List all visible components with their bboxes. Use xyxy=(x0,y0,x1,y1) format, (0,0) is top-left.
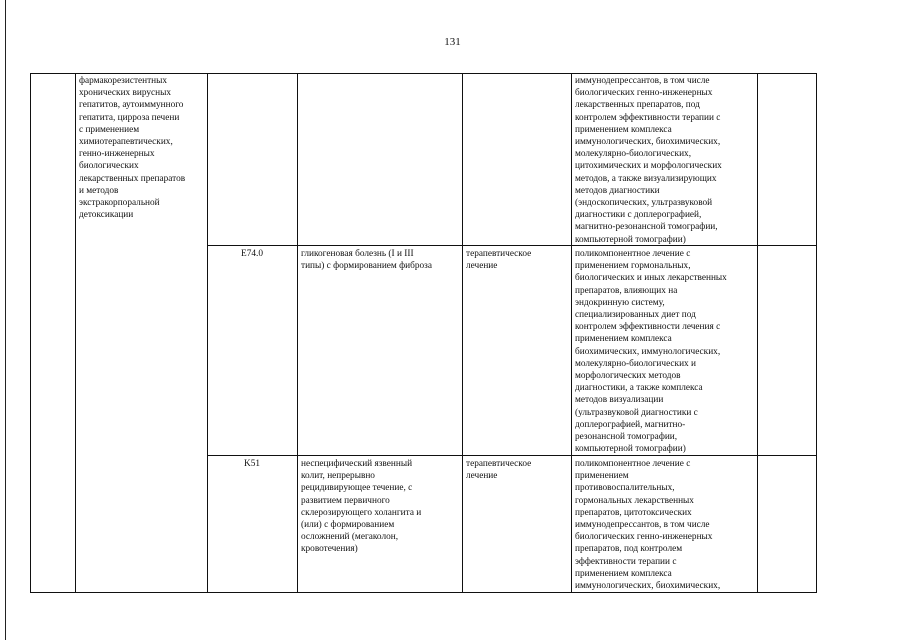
icd-code-cell: K51 xyxy=(243,459,260,469)
treatment-type-cell: терапевтическое лечение xyxy=(466,459,532,482)
table-row-divider xyxy=(207,455,817,456)
table-row-divider xyxy=(207,245,817,246)
patient-model-cell: неспецифический язвенный колит, непрерывно рецидивирующее течение, с развитием первичного склерозирующего холангита и (или) с формированием осложнений (мегаколон, кровотечения) xyxy=(301,459,422,555)
table-border-right xyxy=(816,73,817,593)
table-column-divider xyxy=(757,73,758,593)
table-column-divider xyxy=(571,73,572,593)
table-column-divider xyxy=(462,73,463,593)
treatment-method-cell: поликомпонентное лечение с применением противовоспалительных, гормональных лекарственных препаратов, цитотоксических иммунодепрессантов, в том числе биологических генно-инженерных препаратов, под контролем эффективности терапии с применением комплекса иммунологических, биохимических, xyxy=(575,459,721,591)
icd-code-cell: E74.0 xyxy=(241,249,263,259)
table-column-divider xyxy=(207,73,208,593)
table-border-top xyxy=(30,73,817,74)
table-column-divider xyxy=(75,73,76,593)
method-cell-continued: иммунодепрессантов, в том числе биологических генно-инженерных лекарственных препаратов, под контролем эффективности терапии с применением комплекса иммунологических, биохимических, молекулярно-биологических, цитохимических и морфологических методов, а также визуализирующих методов диагностики (эндоскопических, ультразвуковой диагностики с доплерографией, магнитно-резонансной томографии, компьютерной томографии) xyxy=(575,76,722,245)
table-border-bottom xyxy=(30,592,817,593)
condition-cell-continued: фармакорезистентных хронических вирусных гепатитов, аутоиммунного гепатита, цирроза печени с применением химиотерапевтических, генно-инженерных биологических лекарственных препаратов и методов экстракорпоральной детоксикации xyxy=(79,76,186,221)
table-column-divider xyxy=(297,73,298,593)
treatment-method-cell: поликомпонентное лечение с применением гормональных, биологических и иных лекарственных препаратов, влияющих на эндокринную систему, специализированных диет под контролем эффективности лечения с применением комплекса биохимических, иммунологических, молекулярно-биологических и морфологических методов диагностики, а также комплекса методов визуализации (ультразвуковой диагностики с доплерографией, магнитно- резонансной томографии, компьютерной томографии) xyxy=(575,249,727,454)
page-left-edge xyxy=(5,0,6,640)
page-number: 131 xyxy=(444,36,461,48)
patient-model-cell: гликогеновая болезнь (I и III типы) с формированием фиброза xyxy=(301,249,432,272)
treatment-type-cell: терапевтическое лечение xyxy=(466,249,532,272)
table-border-left xyxy=(30,73,31,593)
